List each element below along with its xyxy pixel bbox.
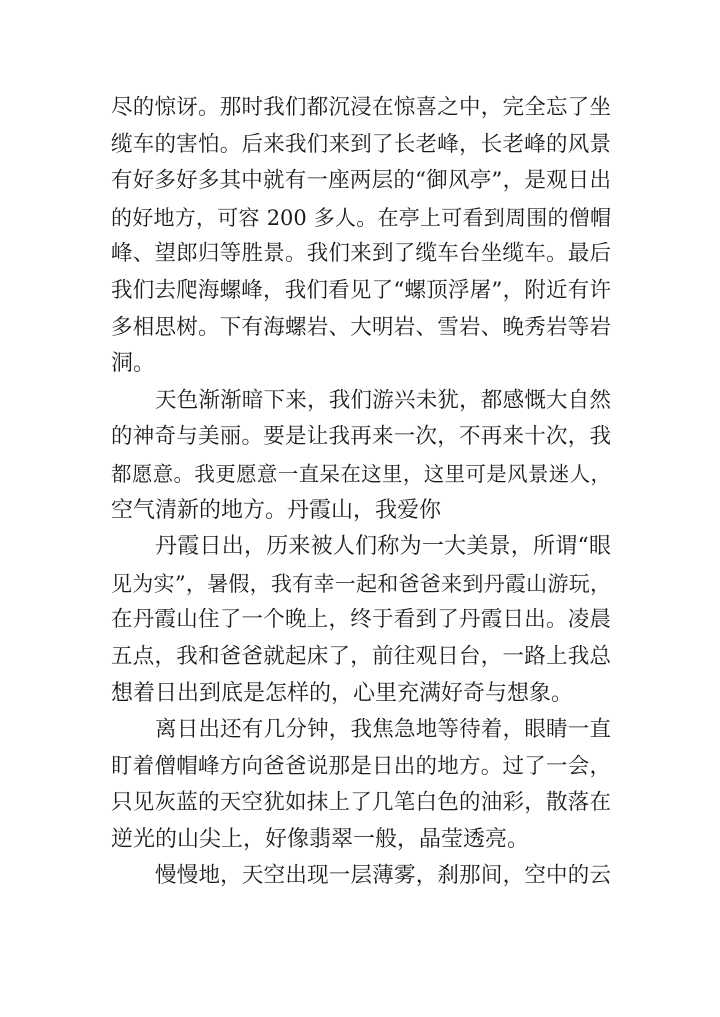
text-line: 五点，我和爸爸就起床了，前往观日台，一路上我总 [111, 643, 611, 669]
text-line: 慢慢地，天空出现一层薄雾，刹那间，空中的云 [155, 863, 611, 889]
text-line: 洞。 [111, 351, 156, 377]
document-body [111, 90, 611, 895]
text-line: 天色渐渐暗下来，我们游兴未犹，都感慨大自然 [155, 387, 611, 413]
paragraph-1 [111, 90, 611, 383]
text-line: 逆光的山尖上，好像翡翠一般，晶莹透亮。 [111, 826, 530, 852]
text-line: 见为实”，暑假，我有幸一起和爸爸来到丹霞山游玩， [111, 571, 611, 596]
text-line: 离日出还有几分钟，我焦急地等待着，眼睛一直 [155, 717, 611, 743]
text-line: 想着日出到底是怎样的，心里充满好奇与想象。 [111, 680, 574, 706]
paragraph-4 [111, 712, 611, 858]
paragraph-5 [111, 858, 611, 895]
text-line: 空气清新的地方。丹霞山，我爱你 [111, 497, 442, 523]
text-line: 多相思树。下有海螺岩、大明岩、雪岩、晚秀岩等岩 [111, 314, 611, 340]
text-line: 丹霞日出，历来被人们称为一大美景，所谓“眼 [155, 534, 611, 560]
text-line: 尽的惊讶。那时我们都沉浸在惊喜之中，完全忘了坐 [111, 95, 611, 120]
text-line: 缆车的害怕。后来我们来到了长老峰，长老峰的风景 [111, 131, 611, 157]
paragraph-2 [111, 383, 611, 529]
paragraph-3 [111, 529, 611, 712]
text-line: 有好多好多其中就有一座两层的“御风亭”，是观日出 [111, 168, 611, 194]
text-line: 的好地方，可容 200 多人。在亭上可看到周围的僧帽 [111, 205, 611, 230]
text-line: 盯着僧帽峰方向爸爸说那是日出的地方。过了一会， [111, 753, 611, 779]
text-line: 在丹霞山住了一个晚上，终于看到了丹霞日出。凌晨 [111, 607, 611, 633]
text-line: 只见灰蓝的天空犹如抹上了几笔白色的油彩，散落在 [111, 790, 611, 816]
text-line: 我们去爬海螺峰，我们看见了“螺顶浮屠”，附近有许 [111, 277, 611, 303]
text-line: 的神奇与美丽。要是让我再来一次，不再来十次，我 [111, 424, 611, 450]
text-line: 都愿意。我更愿意一直呆在这里，这里可是风景迷人， [111, 461, 611, 486]
text-line: 峰、望郎归等胜景。我们来到了缆车台坐缆车。最后 [111, 241, 611, 267]
